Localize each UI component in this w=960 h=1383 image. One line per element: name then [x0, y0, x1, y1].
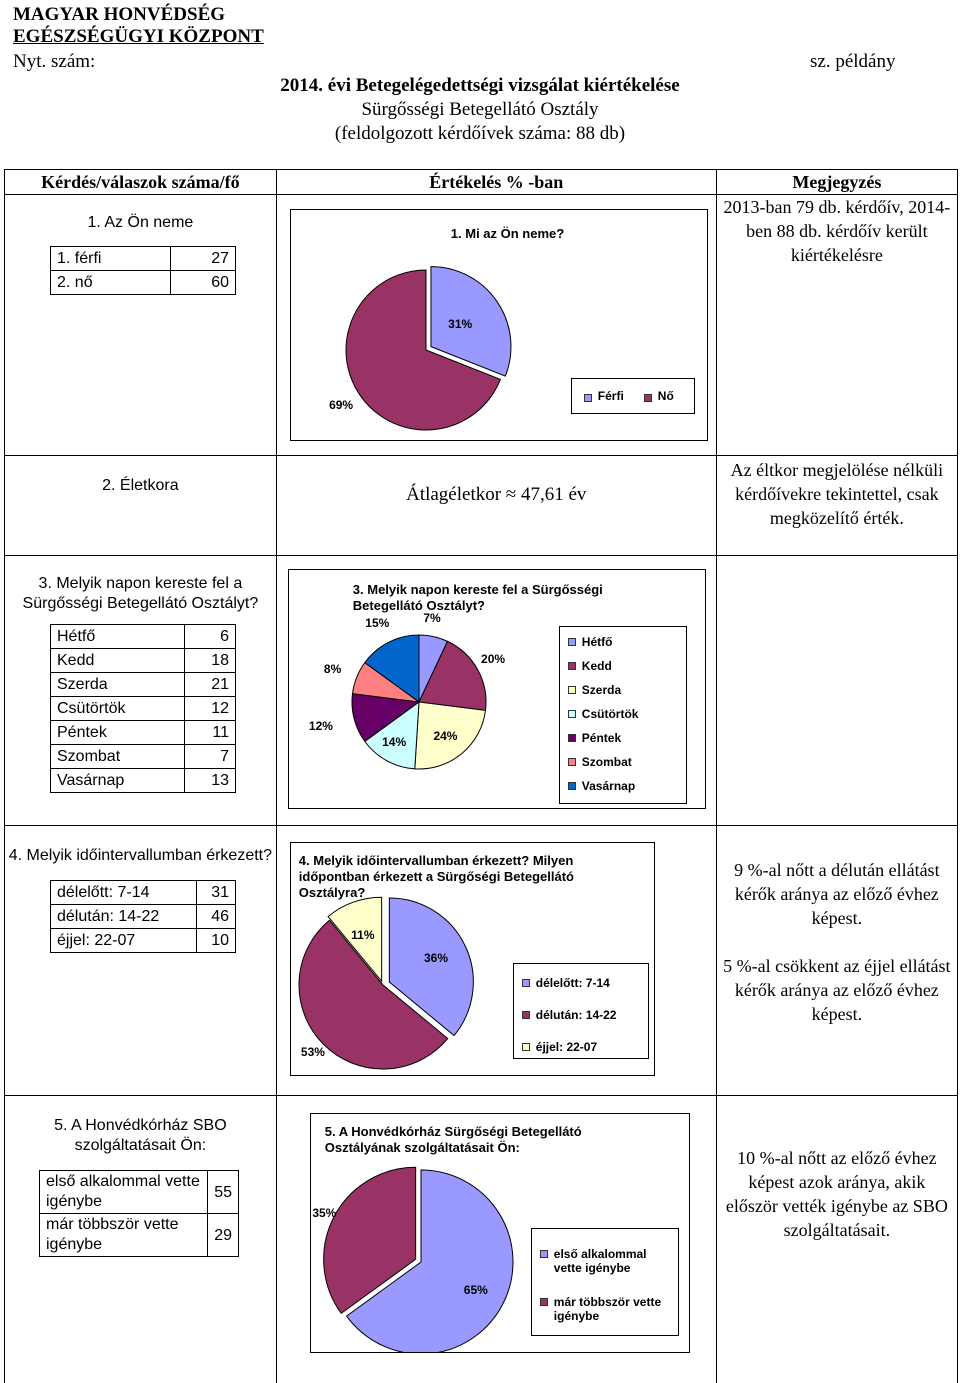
legend-item: [568, 755, 684, 769]
answer-row: [51, 745, 236, 769]
legend-label: Vasárnap: [581, 779, 636, 793]
average-age: Átlagéletkor ≈ 47,61 év: [406, 484, 587, 505]
question-text: 2. Életkora: [102, 477, 179, 494]
legend-swatch: [522, 979, 530, 987]
slice-label: 8%: [323, 661, 342, 676]
column-header: Kérdés/válaszok száma/fő: [5, 170, 277, 195]
answer-row: [40, 1214, 239, 1257]
legend-swatch: [568, 662, 576, 670]
answer-value: 60: [171, 271, 236, 295]
legend-item: [540, 1295, 676, 1323]
answer-value: 6: [185, 625, 236, 649]
answer-value: 13: [185, 769, 236, 793]
legend-label: már többször vette igénybe: [553, 1295, 662, 1323]
legend-swatch: [522, 1011, 530, 1019]
chart-time-interval: [290, 842, 655, 1076]
answer-value: 27: [171, 247, 236, 271]
slice-label: 7%: [423, 611, 441, 626]
slice-label: 53%: [300, 1044, 325, 1059]
slice-label: 31%: [448, 317, 473, 332]
answer-label: délután: 14-22: [51, 905, 197, 929]
legend-label: Péntek: [581, 731, 622, 745]
chart-title: 4. Melyik időintervallumban érkezett? Milyen időpontban érkezett a Sürgőségi Betegellátó Osztályra?: [298, 853, 574, 900]
org-line1: MAGYAR HONVÉDSÉG: [13, 4, 226, 25]
slice-label: 15%: [365, 616, 390, 631]
legend-label: Kedd: [581, 659, 612, 673]
legend-item: [522, 1040, 646, 1054]
answer-row: [51, 697, 236, 721]
answer-label: Vasárnap: [51, 769, 185, 793]
answer-row: [51, 271, 236, 295]
legend-label: délután: 14-22: [535, 1008, 617, 1022]
legend-label: Hétfő: [581, 635, 613, 649]
legend-label: éjjel: 22-07: [535, 1040, 598, 1054]
legend-swatch: [644, 394, 652, 402]
legend-item: [568, 731, 684, 745]
answer-table: [50, 246, 236, 295]
slice-label: 65%: [463, 1283, 488, 1298]
answer-row: [51, 247, 236, 271]
answer-label: már többször vette igénybe: [40, 1214, 208, 1257]
answer-row: [51, 673, 236, 697]
department-title: Sürgősségi Betegellátó Osztály: [361, 99, 599, 120]
answer-value: 31: [197, 881, 236, 905]
legend-label: Szombat: [581, 755, 632, 769]
legend-label: Szerda: [581, 683, 622, 697]
table-row: [5, 826, 958, 1096]
note-text: 10 %-al nőtt az előző évhez képest azok aránya, akik először vették igénybe az SBO szolgáltatásait.: [725, 1148, 948, 1240]
legend-swatch: [540, 1298, 548, 1306]
legend-label: Nő: [657, 389, 674, 403]
answer-row: [51, 929, 236, 953]
legend-item: [584, 389, 624, 403]
table-row: [5, 456, 958, 556]
answer-row: [51, 769, 236, 793]
legend-swatch: [568, 686, 576, 694]
column-header: Értékelés % -ban: [276, 170, 716, 195]
question-text: 3. Melyik napon kereste fel a Sürgősségi Betegellátó Osztályt?: [22, 575, 259, 612]
answer-label: éjjel: 22-07: [51, 929, 197, 953]
chart-title: 3. Melyik napon kereste fel a Sürgősségi Betegellátó Osztályt?: [352, 582, 603, 613]
answer-label: 1. férfi: [51, 247, 171, 271]
legend-item: [644, 389, 674, 403]
answer-row: [51, 881, 236, 905]
answer-value: 7: [185, 745, 236, 769]
slice-label: 69%: [329, 398, 354, 413]
legend-swatch: [584, 394, 592, 402]
chart-legend: [531, 1228, 679, 1336]
legend-swatch: [568, 734, 576, 742]
slice-label: 20%: [481, 652, 506, 667]
chart-usage: [310, 1113, 690, 1353]
slice-label: 11%: [351, 928, 375, 943]
chart-legend: [559, 626, 687, 804]
answer-value: 18: [185, 649, 236, 673]
legend-label: Csütörtök: [581, 707, 639, 721]
legend-swatch: [522, 1043, 530, 1051]
answer-value: 10: [197, 929, 236, 953]
table-row: [5, 195, 958, 456]
answer-row: [40, 1171, 239, 1214]
slice-label: 24%: [433, 728, 458, 743]
note-text: 2013-ban 79 db. kérdőív, 2014-ben 88 db. kérdőív került kiértékelésre: [723, 197, 951, 265]
slice-label: 14%: [382, 735, 407, 750]
answer-value: 11: [185, 721, 236, 745]
legend-label: első alkalommal vette igénybe: [553, 1247, 647, 1275]
answer-table: [39, 1170, 239, 1257]
answer-label: Csütörtök: [51, 697, 185, 721]
answer-value: 55: [208, 1171, 239, 1214]
legend-item: [568, 707, 684, 721]
legend-item: [540, 1247, 676, 1275]
legend-label: délelőtt: 7-14: [535, 976, 610, 990]
chart-legend: [571, 378, 695, 414]
chart-weekday: [288, 569, 706, 809]
table-header-row: [5, 170, 958, 195]
document-title: 2014. évi Betegelégedettségi vizsgálat kiértékelése: [280, 75, 680, 96]
answer-value: 29: [208, 1214, 239, 1257]
answer-label: Szombat: [51, 745, 185, 769]
answer-label: 2. nő: [51, 271, 171, 295]
answer-row: [51, 905, 236, 929]
answer-value: 46: [197, 905, 236, 929]
answer-value: 21: [185, 673, 236, 697]
answer-label: Kedd: [51, 649, 185, 673]
legend-item: [568, 683, 684, 697]
copy-number-label: sz. példány: [810, 51, 896, 72]
legend-item: [522, 1008, 646, 1022]
chart-title: 5. A Honvédkórház Sürgőségi Betegellátó Osztályának szolgáltatásait Ön:: [324, 1124, 582, 1155]
legend-swatch: [568, 638, 576, 646]
legend-swatch: [568, 782, 576, 790]
legend-swatch: [568, 710, 576, 718]
org-line2: EGÉSZSÉGÜGYI KÖZPONT: [13, 26, 264, 47]
chart-title: 1. Mi az Ön neme?: [450, 226, 565, 241]
processed-count: (feldolgozott kérdőívek száma: 88 db): [334, 123, 626, 144]
question-text: 1. Az Ön neme: [87, 214, 194, 231]
answer-label: első alkalommal vette igénybe: [40, 1171, 208, 1214]
legend-item: [568, 659, 684, 673]
table-row: [5, 1096, 958, 1383]
legend-label: Férfi: [597, 389, 624, 403]
question-text: 4. Melyik időintervallumban érkezett?: [8, 847, 272, 864]
answer-row: [51, 625, 236, 649]
note-text: 5 %-al csökkent az éjjel ellátást kérők aránya az előző évhez képest.: [723, 956, 951, 1024]
chart-legend: [513, 963, 649, 1059]
answer-label: délelőtt: 7-14: [51, 881, 197, 905]
legend-item: [568, 779, 684, 793]
legend-item: [522, 976, 646, 990]
legend-item: [568, 635, 684, 649]
answer-label: Péntek: [51, 721, 185, 745]
answer-table: [50, 880, 236, 953]
answer-label: Szerda: [51, 673, 185, 697]
note-text: 9 %-al nőtt a délután ellátást kérők aránya az előző évhez képest.: [734, 860, 940, 928]
answer-value: 12: [185, 697, 236, 721]
slice-label: 35%: [312, 1205, 337, 1220]
legend-swatch: [568, 758, 576, 766]
slice-label: 36%: [423, 951, 448, 966]
registry-number-label: Nyt. szám:: [13, 51, 96, 72]
column-header: Megjegyzés: [716, 170, 957, 195]
note-text: Az éltkor megjelölése nélküli kérdőívekre tekintettel, csak megközelítő érték.: [730, 460, 944, 528]
answer-table: [50, 624, 236, 793]
slice-label: 12%: [308, 718, 333, 733]
table-row: [5, 556, 958, 826]
answer-label: Hétfő: [51, 625, 185, 649]
legend-swatch: [540, 1250, 548, 1258]
question-text: 5. A Honvédkórház SBO szolgáltatásait Ön:: [54, 1117, 227, 1154]
evaluation-table: [4, 169, 958, 1383]
org-header: [13, 4, 264, 48]
answer-row: [51, 721, 236, 745]
chart-gender: [290, 209, 708, 441]
answer-row: [51, 649, 236, 673]
